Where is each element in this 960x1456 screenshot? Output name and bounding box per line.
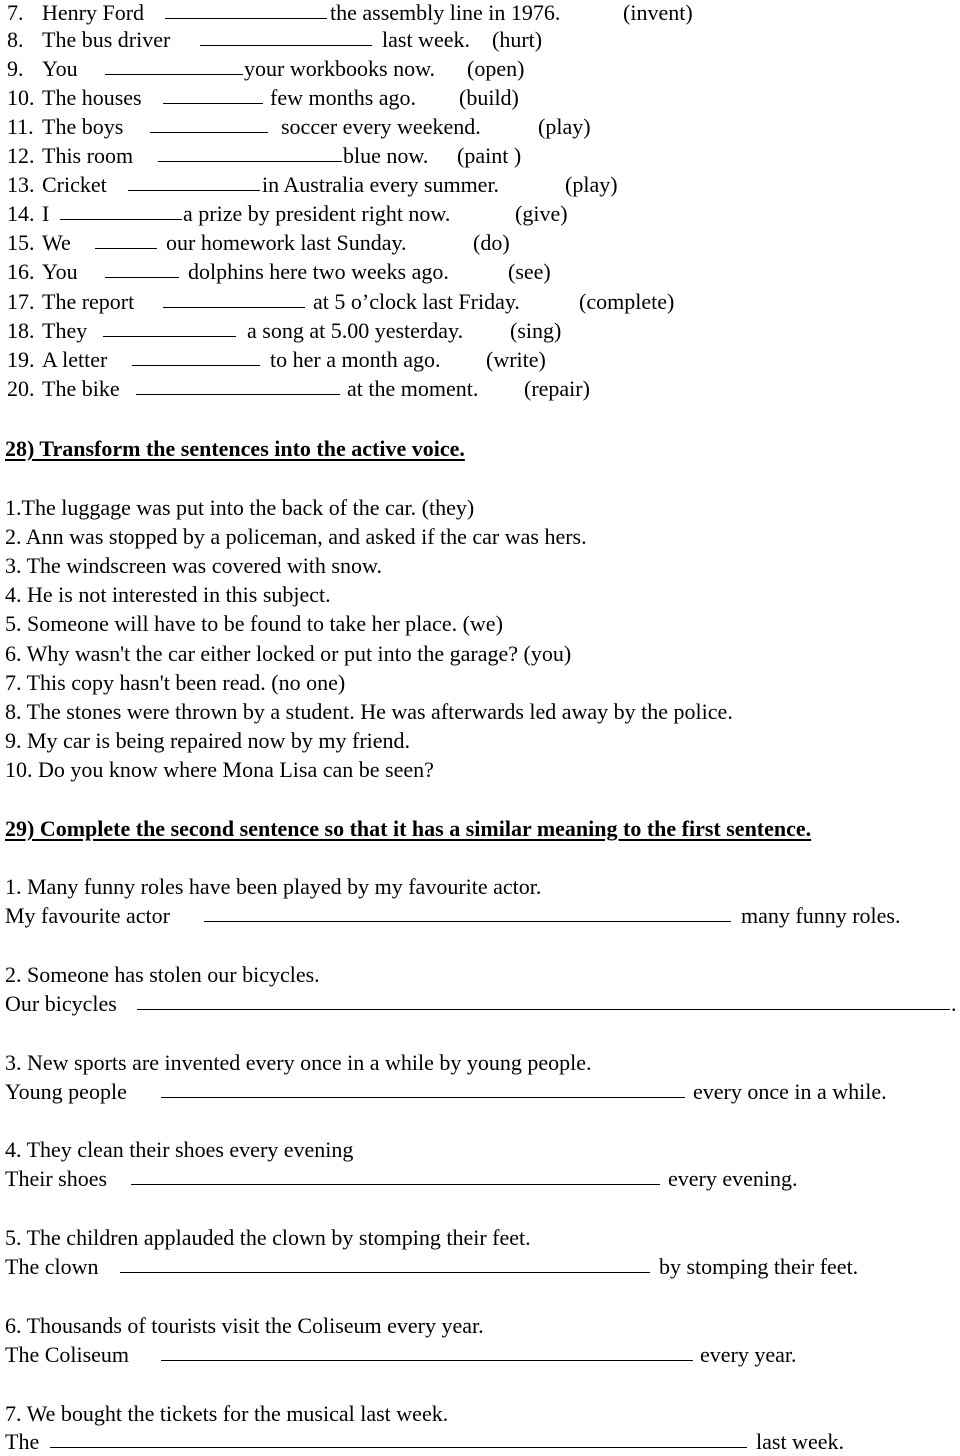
item-number: 14. (7, 201, 35, 226)
answer-blank[interactable] (60, 201, 182, 220)
item-rest: soccer every weekend. (281, 114, 481, 139)
item-verb: (repair) (524, 376, 590, 401)
item-verb: (build) (459, 85, 519, 110)
answer-start: Their shoes (5, 1166, 108, 1191)
item-subject: A letter (42, 347, 108, 372)
answer-blank[interactable] (136, 376, 340, 395)
list-item: 7. This copy hasn't been read. (no one) (5, 670, 346, 695)
item-subject: You (42, 259, 78, 284)
item-subject: This room (42, 143, 134, 168)
answer-blank[interactable] (50, 1429, 747, 1448)
item-number: 7. (7, 0, 24, 25)
item-verb: (hurt) (492, 27, 543, 52)
answer-line (0, 1166, 960, 1192)
question-text: 2. Someone has stolen our bicycles. (5, 962, 320, 987)
answer-blank[interactable] (132, 347, 260, 366)
item-rest: blue now. (343, 143, 429, 168)
question-text: 4. They clean their shoes every evening (5, 1137, 354, 1162)
item-number: 11. (7, 114, 34, 139)
answer-blank[interactable] (137, 991, 950, 1010)
answer-blank[interactable] (204, 903, 731, 922)
item-number: 16. (7, 259, 35, 284)
item-number: 20. (7, 376, 35, 401)
item-subject: The boys (42, 114, 124, 139)
item-number: 9. (7, 56, 24, 81)
item-verb: (paint ) (457, 143, 522, 168)
answer-end: . (951, 991, 957, 1016)
item-subject: I (42, 201, 50, 226)
question-text: 5. The children applauded the clown by stomping their feet. (5, 1225, 531, 1250)
item-number: 13. (7, 172, 35, 197)
list-item: 3. The windscreen was covered with snow. (5, 553, 382, 578)
answer-blank[interactable] (200, 27, 372, 46)
item-rest: a song at 5.00 yesterday. (247, 318, 464, 343)
item-rest: at 5 o’clock last Friday. (313, 289, 520, 314)
answer-start: My favourite actor (5, 903, 170, 928)
item-number: 19. (7, 347, 35, 372)
answer-blank[interactable] (163, 85, 263, 104)
item-subject: You (42, 56, 78, 81)
answer-blank[interactable] (161, 1342, 693, 1361)
item-rest: few months ago. (270, 85, 417, 110)
item-rest: our homework last Sunday. (166, 230, 407, 255)
answer-blank[interactable] (161, 1079, 685, 1098)
answer-end: every evening. (668, 1166, 798, 1191)
item-verb: (play) (565, 172, 618, 197)
item-rest: at the moment. (347, 376, 479, 401)
item-verb: (open) (467, 56, 525, 81)
answer-start: Our bicycles (5, 991, 117, 1016)
list-item: 2. Ann was stopped by a policeman, and asked if the car was hers. (5, 524, 587, 549)
answer-start: The (5, 1429, 40, 1454)
answer-blank[interactable] (158, 143, 342, 162)
item-subject: Cricket (42, 172, 107, 197)
answer-blank[interactable] (163, 289, 305, 308)
answer-blank[interactable] (105, 259, 179, 278)
answer-end: last week. (756, 1429, 844, 1454)
item-rest: your workbooks now. (244, 56, 436, 81)
item-verb: (play) (538, 114, 591, 139)
item-number: 15. (7, 230, 35, 255)
item-verb: (complete) (579, 289, 675, 314)
answer-line (0, 903, 960, 929)
answer-line (0, 1342, 960, 1368)
section-29-heading: 29) Complete the second sentence so that it has a similar meaning to the first sentence. (5, 816, 812, 841)
item-verb: (write) (486, 347, 546, 372)
item-verb: (give) (515, 201, 568, 226)
item-rest: last week. (382, 27, 470, 52)
item-verb: (sing) (510, 318, 562, 343)
item-subject: The bike (42, 376, 120, 401)
answer-line (0, 1254, 960, 1280)
answer-end: every once in a while. (693, 1079, 887, 1104)
item-subject: The houses (42, 85, 142, 110)
item-rest: the assembly line in 1976. (330, 0, 561, 25)
item-subject: Henry Ford (42, 0, 145, 25)
answer-blank[interactable] (131, 1166, 660, 1185)
answer-start: The Coliseum (5, 1342, 130, 1367)
item-rest: dolphins here two weeks ago. (188, 259, 449, 284)
section-28-heading: 28) Transform the sentences into the active voice. (5, 436, 465, 461)
item-number: 10. (7, 85, 35, 110)
answer-line (0, 991, 960, 1017)
item-verb: (see) (508, 259, 551, 284)
item-rest: in Australia every summer. (262, 172, 500, 197)
list-item: 9. My car is being repaired now by my friend. (5, 728, 411, 753)
question-text: 7. We bought the tickets for the musical last week. (5, 1401, 449, 1426)
answer-end: by stomping their feet. (659, 1254, 859, 1279)
item-verb: (invent) (623, 0, 693, 25)
item-number: 12. (7, 143, 35, 168)
list-item: 6. Why wasn't the car either locked or put into the garage? (you) (5, 641, 572, 666)
item-subject: The bus driver (42, 27, 171, 52)
list-item: 8. The stones were thrown by a student. He was afterwards led away by the police. (5, 699, 733, 724)
item-rest: a prize by president right now. (183, 201, 451, 226)
item-number: 18. (7, 318, 35, 343)
answer-blank[interactable] (165, 0, 327, 19)
answer-blank[interactable] (105, 56, 243, 75)
answer-blank[interactable] (150, 114, 268, 133)
answer-start: The clown (5, 1254, 99, 1279)
answer-blank[interactable] (95, 230, 157, 249)
question-text: 6. Thousands of tourists visit the Coliseum every year. (5, 1313, 484, 1338)
answer-blank[interactable] (128, 172, 260, 191)
answer-line (0, 1079, 960, 1105)
item-number: 17. (7, 289, 35, 314)
answer-line (0, 1429, 960, 1455)
list-item: 10. Do you know where Mona Lisa can be seen? (5, 757, 434, 782)
list-item: 1.The luggage was put into the back of the car. (they) (5, 495, 475, 520)
list-item: 5. Someone will have to be found to take her place. (we) (5, 611, 503, 636)
list-item: 4. He is not interested in this subject. (5, 582, 331, 607)
question-text: 3. New sports are invented every once in a while by young people. (5, 1050, 592, 1075)
item-subject: We (42, 230, 71, 255)
answer-end: many funny roles. (741, 903, 901, 928)
item-number: 8. (7, 27, 24, 52)
question-text: 1. Many funny roles have been played by my favourite actor. (5, 874, 542, 899)
answer-blank[interactable] (120, 1254, 650, 1273)
answer-blank[interactable] (103, 318, 236, 337)
item-subject: They (42, 318, 88, 343)
item-subject: The report (42, 289, 135, 314)
item-verb: (do) (473, 230, 510, 255)
answer-start: Young people (5, 1079, 127, 1104)
answer-end: every year. (700, 1342, 797, 1367)
item-rest: to her a month ago. (270, 347, 441, 372)
